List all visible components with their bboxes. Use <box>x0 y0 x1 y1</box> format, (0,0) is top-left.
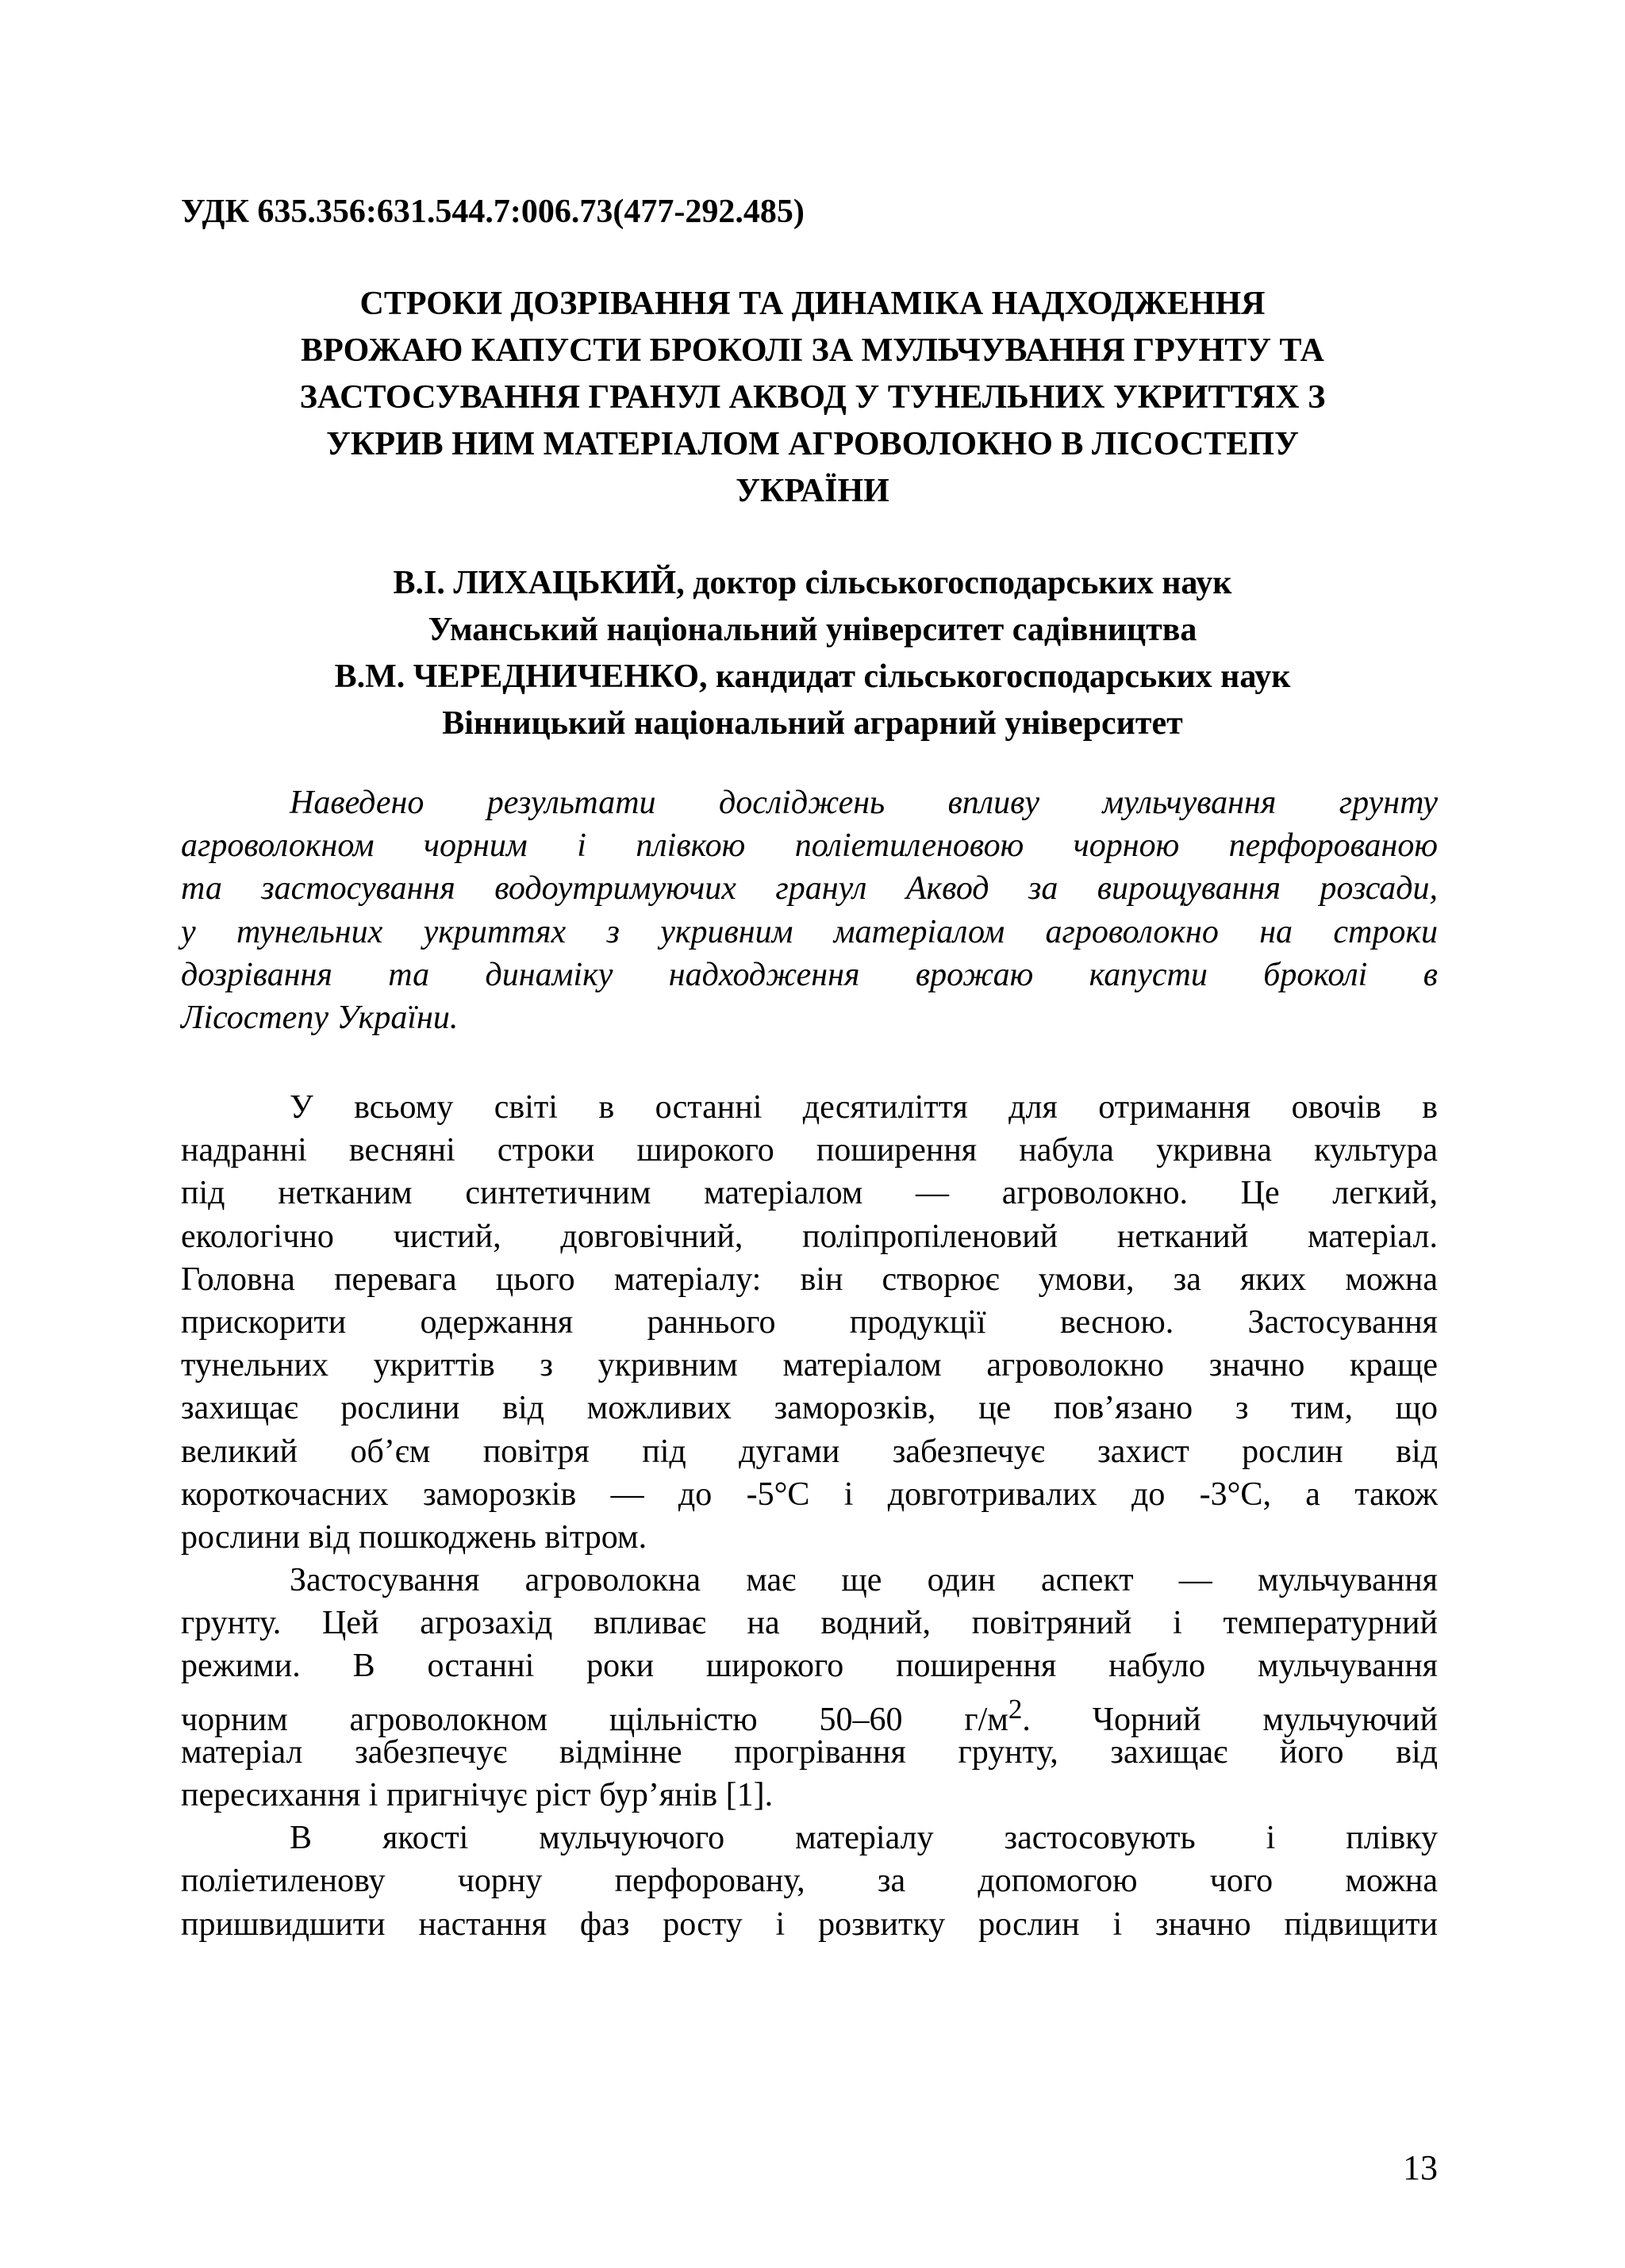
udk-code: УДК 635.356:631.544.7:006.73(477-292.485) <box>181 194 805 230</box>
body-line: В якості мульчуючого матеріалу застосовують і плівку <box>290 1820 1438 1857</box>
body-line: грунту. Цей агрозахід впливає на водний, повітряний і температурний <box>181 1605 1438 1642</box>
body-text <box>181 1086 1438 1946</box>
title-line: УКРАЇНИ <box>736 473 889 509</box>
affiliation-2: Вінницький національний аграрний університет <box>442 705 1183 742</box>
abstract <box>181 781 1438 1039</box>
body-line-with-superscript <box>181 1688 1438 1738</box>
abstract-line: та застосування водоутримуючих гранул Аквод за вирощування розсади, <box>181 870 1438 908</box>
affiliation-1: Уманський національний університет садівництва <box>428 612 1197 648</box>
body-line: екологічно чистий, довговічний, поліпропіленовий нетканий матеріал. <box>181 1218 1438 1255</box>
body-line: матеріал забезпечує відмінне прогрівання грунту, захищає його від <box>181 1733 1438 1771</box>
body-line: короткочасних заморозків — до -5°С і довготривалих до -3°С, а також <box>181 1476 1438 1513</box>
authors-block <box>159 560 1466 747</box>
title-line: СТРОКИ ДОЗРІВАННЯ ТА ДИНАМІКА НАДХОДЖЕННЯ <box>359 286 1266 322</box>
body-line-part: чорним агроволокном щільністю 50–60 г/м <box>181 1701 1008 1738</box>
abstract-line: дозрівання та динаміку надходження врожаю капусти броколі в <box>181 956 1438 993</box>
body-line: Застосування агроволокна має ще один аспект — мульчування <box>290 1562 1438 1599</box>
body-line: режими. В останні роки широкого поширення набуло мульчування <box>181 1648 1438 1685</box>
abstract-line: Наведено результати досліджень впливу мульчування грунту <box>290 785 1438 821</box>
body-line: тунельних укриттів з укривним матеріалом агроволокно значно краще <box>181 1347 1438 1384</box>
title-line: ЗАСТОСУВАННЯ ГРАНУЛ АКВОД У ТУНЕЛЬНИХ УКРИТТЯХ З <box>299 379 1326 416</box>
body-line: У всьому світі в останні десятиліття для отримання овочів в <box>290 1089 1438 1126</box>
abstract-line: Лісостепу України. <box>181 999 459 1036</box>
author-1: В.І. ЛИХАЦЬКИЙ, доктор сільськогосподарських наук <box>393 565 1232 601</box>
abstract-line: агроволокном чорним і плівкою поліетиленовою чорною перфорованою <box>181 827 1438 865</box>
body-line: під нетканим синтетичним матеріалом — агроволокно. Це легкий, <box>181 1175 1438 1212</box>
body-line: великий об’єм повітря під дугами забезпечує захист рослин від <box>181 1433 1438 1470</box>
superscript: 2 <box>1008 1693 1023 1725</box>
body-line-part: . Чорний мульчуючий <box>1022 1701 1438 1738</box>
body-line: прискорити одержання раннього продукції весною. Застосування <box>181 1303 1438 1341</box>
body-line: пришвидшити настання фаз росту і розвитку рослин і значно підвищити <box>181 1905 1438 1943</box>
body-line: надранні весняні строки широкого поширення набула укривна культура <box>181 1132 1438 1169</box>
abstract-line: у тунельних укриттях з укривним матеріалом агроволокно на строки <box>181 913 1438 950</box>
page-number: 13 <box>1403 2148 1438 2187</box>
article-title <box>159 281 1466 515</box>
body-line: захищає рослини від можливих заморозків, це пов’язано з тим, що <box>181 1390 1438 1427</box>
body-line: рослини від пошкоджень вітром. <box>181 1518 647 1556</box>
title-line: ВРОЖАЮ КАПУСТИ БРОКОЛІ ЗА МУЛЬЧУВАННЯ ГРУНТУ ТА <box>301 332 1324 369</box>
author-2: В.М. ЧЕРЕДНИЧЕНКО, кандидат сільськогосподарських наук <box>334 658 1291 695</box>
body-line: поліетиленову чорну перфоровану, за допомогою чого можна <box>181 1863 1438 1900</box>
title-line: УКРИВ НИМ МАТЕРІАЛОМ АГРОВОЛОКНО В ЛІСОСТЕПУ <box>326 426 1299 462</box>
body-line: пересихання і пригнічує ріст бур’янів [1]. <box>181 1777 774 1813</box>
body-line: Головна перевага цього матеріалу: він створює умови, за яких можна <box>181 1261 1438 1298</box>
